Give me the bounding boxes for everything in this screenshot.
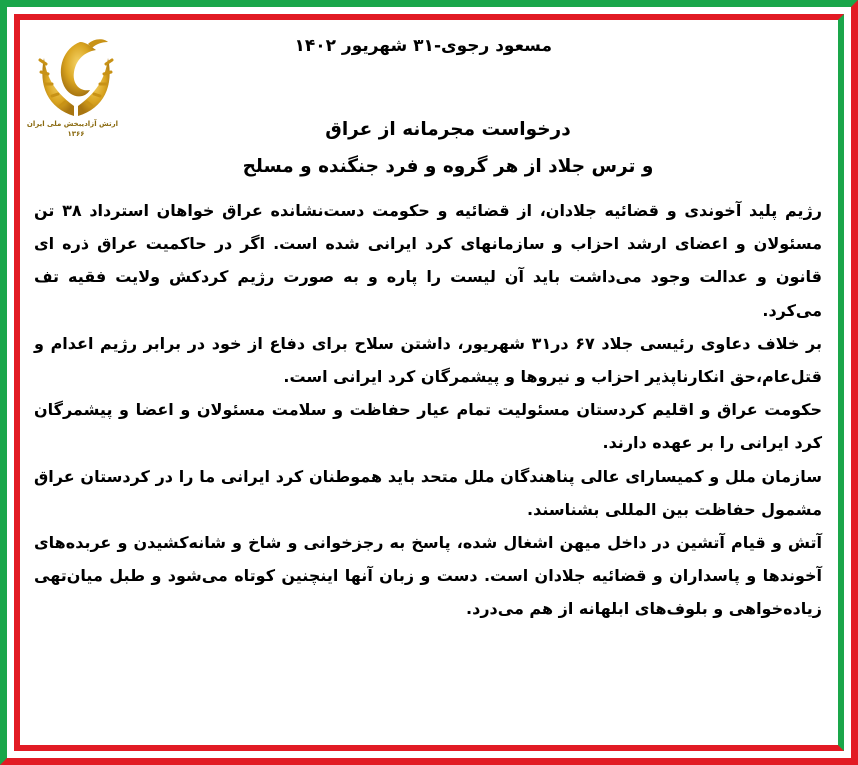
paragraph-3: حکومت عراق و اقلیم کردستان مسئولیت تمام عیار حفاظت و سلامت مسئولان و اعضا و پیشمرگان کرد ایرانی را بر عهده دارند.	[34, 400, 822, 453]
paragraph-4: سازمان ملل و کمیسارای عالی پناهندگان ملل متحد باید هموطنان کرد ایرانی ما را در کردستان عراق مشمول حفاظت بین المللی بشناسند.	[34, 466, 822, 519]
author-dateline: مسعود رجوی-۳۱ شهریور ۱۴۰۲	[294, 36, 552, 56]
headline-line-2: و ترس جلاد از هر گروه و فرد جنگنده و مسلح	[242, 156, 654, 177]
headline-line-1: درخواست مجرمانه از عراق	[325, 119, 571, 140]
paragraph-1: رژیم پلید آخوندی و قضائیه جلادان، از قضائیه و حکومت دست‌نشانده عراق خواهان استرداد ۳۸ تن مسئولان و اعضای ارشد احزاب و سازمانهای کرد ایرانی شده است. اگر در حاکمیت عراق ذره ای قانون و عدالت وجود می‌داشت باید آن لیست را پاره و به صورت رژیم کردکش ولایت فقیه تف می‌کرد.	[34, 201, 822, 320]
statement-content	[26, 26, 822, 736]
paragraph-5: آتش و قیام آتشین در داخل میهن اشغال شده، پاسخ به رجزخوانی و شاخ و شانه‌کشیدن و عربده‌های آخوندها و پاسداران و قضائیه جلادان است. دست و زبان آنها اینچنین کوتاه می‌شود و طبل میان‌تهی زیاده‌خواهی و بلوف‌های ابلهانه از هم می‌درد.	[34, 533, 822, 619]
logo-year: ۱۳۶۶	[67, 130, 85, 138]
logo-organization-name: ارتش آزادیبخش ملی ایران	[26, 120, 118, 128]
statement-body	[34, 194, 822, 626]
paragraph-2: بر خلاف دعاوی رئیسی جلاد ۶۷ در۳۱ شهریور، داشتن سلاح برای دفاع از خود در برابر رژیم اعدام و قتل‌عام،حق انکارناپذیر احزاب و نیروها و پیشمرگان کرد ایرانی است.	[34, 333, 822, 387]
